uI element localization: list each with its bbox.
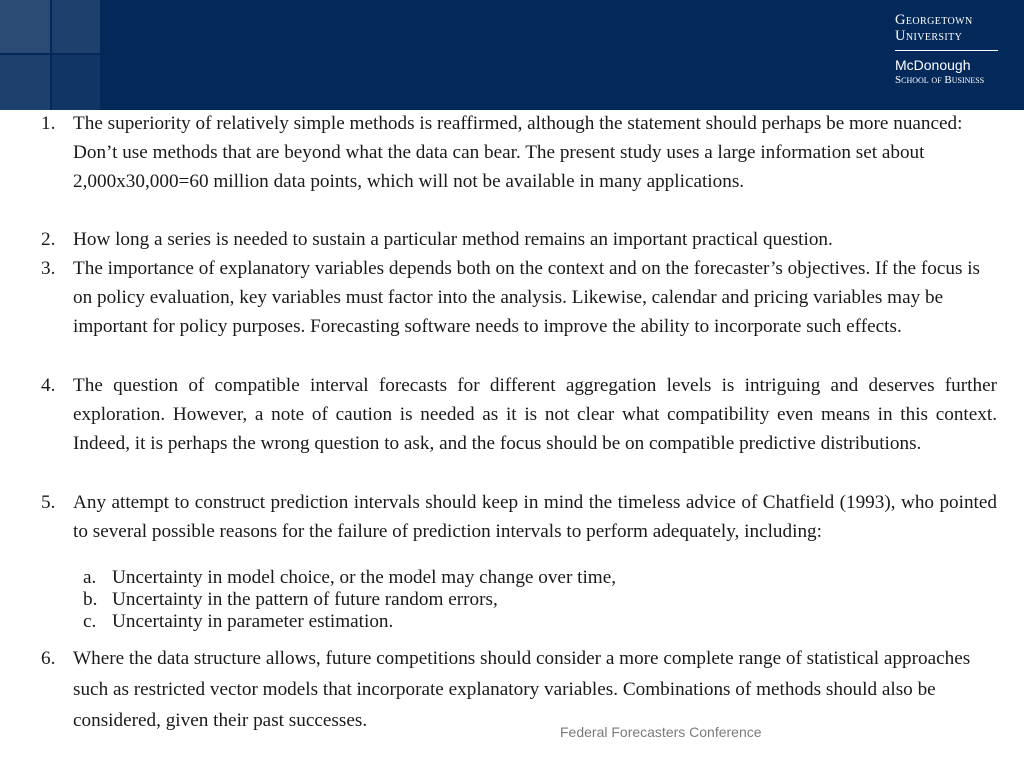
sublist-item-a bbox=[83, 567, 992, 589]
list-number: 5. bbox=[41, 492, 56, 513]
list-item-5 bbox=[41, 488, 997, 546]
sublist-item-text: Uncertainty in parameter estimation. bbox=[112, 611, 394, 632]
list-number: 3. bbox=[41, 258, 56, 279]
list-number: 6. bbox=[41, 648, 56, 669]
sublist-letter: b. bbox=[83, 589, 98, 610]
list-item-text: The importance of explanatory variables depends both on the context and on the forecaster’s objectives. If the focus is on policy evaluation, key variables must factor into the analysis. Likewise, calendar and pricing variables may be important for policy purposes. Forecasting software needs to improve the ability to incorporate such effects. bbox=[73, 258, 981, 337]
list-item-text: Where the data structure allows, future competitions should consider a more complete range of statistical approaches such as restricted vector models that incorporate explanatory variables. Combinations of methods should also be considered, given their past successes. bbox=[73, 648, 971, 731]
list-number: 4. bbox=[41, 375, 56, 396]
list-item-text: Any attempt to construct prediction intervals should keep in mind the timeless advice of Chatfield (1993), who pointed to several possible reasons for the failure of prediction intervals to perform adequately, including: bbox=[73, 492, 997, 542]
list-number: 1. bbox=[41, 113, 56, 134]
list-number: 2. bbox=[41, 229, 56, 250]
sublist-item-c bbox=[83, 611, 992, 633]
sublist-letter: c. bbox=[83, 611, 97, 632]
sublist-item-text: Uncertainty in model choice, or the model may change over time, bbox=[112, 567, 617, 588]
list-item-text: How long a series is needed to sustain a particular method remains an important practical question. bbox=[73, 229, 833, 250]
sublist-item-b bbox=[83, 589, 992, 611]
footer-conference-name: Federal Forecasters Conference bbox=[560, 724, 762, 740]
list-item-1 bbox=[41, 109, 997, 196]
list-item-3 bbox=[41, 254, 997, 341]
logo-line-university: University bbox=[895, 28, 963, 44]
logo-line-georgetown: Georgetown bbox=[895, 12, 973, 28]
sublist-letter: a. bbox=[83, 567, 97, 588]
list-item-2 bbox=[41, 225, 997, 254]
logo-line-school: School of Business bbox=[895, 74, 985, 86]
list-item-4 bbox=[41, 371, 997, 458]
list-item-6 bbox=[41, 643, 997, 736]
logo-line-mcdonough: McDonough bbox=[895, 57, 971, 73]
list-item-text: The question of compatible interval forecasts for different aggregation levels is intriguing and deserves further exploration. However, a note of caution is needed as it is not clear what compatibility even means in this context. Indeed, it is perhaps the wrong question to ask, and the focus should be on compatible predictive distributions. bbox=[73, 375, 997, 454]
sublist-item-text: Uncertainty in the pattern of future random errors, bbox=[112, 589, 498, 610]
list-item-text: The superiority of relatively simple methods is reaffirmed, although the statement should perhaps be more nuanced: Don’t use methods that are beyond what the data can bear. The present study uses a large information set about 2,000x30,000=60 million data points, which will not be available in many applications. bbox=[73, 113, 963, 192]
